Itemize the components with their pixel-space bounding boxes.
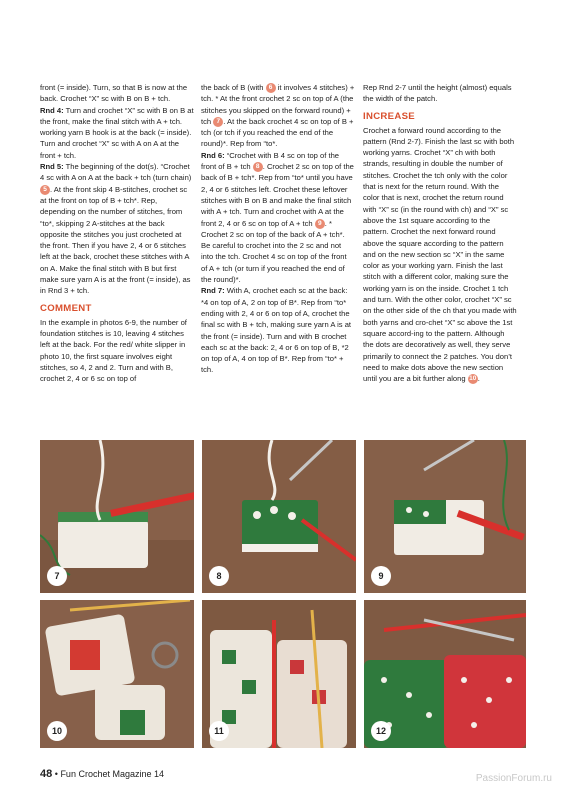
photo-number: 9 (371, 566, 391, 586)
paragraph: In the example in photos 6-9, the number of foundation stitches is 10, leaving 4 stitches left at the back. For the red/ white slipper in photo 10, the first square involves eight stitches, so 4, 2 and 2. Turn and with B, crochet 2, 4 or 6 sc on top of (40, 317, 187, 384)
photo-number: 8 (209, 566, 229, 586)
photo-ref-badge: 10 (469, 375, 477, 383)
photo-number: 7 (47, 566, 67, 586)
round-text: Turn and crochet “X” sc with B on B at the front, make the final stitch with A + tch. working yarn B hook is at the back (= inside). Turn and crochet “X” sc with A on A at the front + tch. (40, 105, 194, 160)
text-column-1 (40, 82, 194, 384)
round-label: Rnd 7: (201, 286, 225, 296)
paragraph (201, 285, 355, 375)
round-text: The beginning of the dot(s). “Crochet 4 sc with A on A at the back + tch (turn chain) (40, 162, 192, 183)
photo-10 (40, 600, 194, 748)
text: Crochet a forward round according to the pattern (Rnd 2-7). Finish the last sc with both working yarns. Crochet “X” ch with both strands, resulting in double the number of stitches. Crochet the tch only with the color that is next for the return round. With the color that is next, crochet the return round with “X” sc (in the round with ch) and “X” sc above the 1st square according to the pattern. Crochet the next forward round above the square according to the pattern and on the new section sc “X” in the same color as your working yarn. Finish the last stitch with a different color, making sure the working yarn is on the inside. Crochet 1 tch and turn. With the other color, crochet “X” sc on the other side of the ch that you made with both yarns and cro-chet “X” sc above the 1st square accord-ing to the pattern. Although the dots are decoratively as well, they serve primarily to connect the 2 patches. You don’t need to make dots above the new section until you are a bit further along (363, 125, 517, 384)
photo-number: 12 (371, 721, 391, 741)
photo-9 (364, 440, 526, 593)
text-column-2 (201, 82, 355, 376)
text: . * Crochet 2 sc on top of the back of A + tch*. Be careful to crochet into the 2 sc and not into the tch. Crochet 4 sc on top of the front of A + tch (or turn if you reached the end of the round)*. (201, 218, 347, 285)
round-label: Rnd 5: (40, 162, 64, 172)
footer-bullet: • (54, 769, 58, 779)
round-text: . At the front skip 4 B-stitches, crochet sc at the front on top of B + tch*. Rep, depending on the number of stitches, from “to*, skipping 2 A-stitches at the back opposite the stitches you just crocheted at the front. Then if you have 2, 4 or 6 stitches left at the back, crochet these stitches with A on A. Make the final stitch with B but first make sure yarn A is at the front (= inside), as in Rnd 3 + tch. (40, 184, 191, 296)
paragraph (40, 105, 194, 161)
photo-ref-badge: 6 (266, 83, 276, 93)
paragraph (201, 150, 355, 286)
photo-ref-badge: 5 (40, 185, 50, 195)
page-number: 48 (40, 768, 53, 780)
text: it involves 4 stitches) + tch. * At the front crochet 2 sc on top of A (the stitches you skipped on the forward round) + tch (201, 83, 355, 126)
text-column-3 (363, 82, 517, 384)
magazine-title: Fun Crochet Magazine 14 (60, 769, 164, 779)
text: “Crochet with B 4 sc on top of the front of B + tch (201, 150, 340, 172)
paragraph (363, 125, 517, 385)
text: With A, crochet each sc at the back: *4 on top of A, 2 on top of B*. Rep from “to* ending with 2, 4 or 6 on top of A, crochet the final sc with B + tch, making sure yarn A is at the front (= inside). Turn and with B crochet each sc at the back: 2, 4 or 6 on top of B, *2 on top of A, 4 on top of B*. Rep from “to* + tch. (201, 286, 352, 375)
photo-12 (364, 600, 526, 748)
text: the back of B (with (201, 83, 266, 92)
photo-ref-badge: 7 (213, 117, 223, 127)
round-label: Rnd 4: (40, 105, 64, 115)
photo-ref-badge: 8 (253, 162, 263, 172)
text: . Crochet 2 sc on top of the back of B + tch*. Rep from “to* until you have 2, 4 or 6 stitches left. Crochet these leftover stitches with B on B and make the final stitch with A + tch. Turn and crochet with A at the front 2, 4 or 6 sc on top of A + tch (201, 162, 354, 228)
paragraph (40, 161, 194, 297)
text: . (477, 374, 480, 384)
photo-ref-badge: 9 (315, 219, 325, 229)
paragraph: Rep Rnd 2-7 until the height (almost) equals the width of the patch. (363, 83, 512, 104)
section-heading-increase: INCREASE (363, 110, 415, 122)
text: . At the back crochet 4 sc on top of B + tch (or tch if you reached the end of the round)*. Rep from “to*. (201, 116, 354, 149)
section-heading-comment: COMMENT (40, 302, 92, 314)
paragraph (201, 82, 355, 150)
photo-7 (40, 440, 194, 593)
photo-11 (202, 600, 356, 748)
photo-8 (202, 440, 356, 593)
watermark: PassionForum.ru (475, 773, 552, 784)
paragraph: front (= inside). Turn, so that B is now at the back. Crochet “X” sc with B on B + tch. (40, 83, 188, 104)
round-label: Rnd 6: (201, 150, 225, 160)
page-footer (40, 768, 164, 780)
photo-number: 11 (209, 721, 229, 741)
photo-number: 10 (47, 721, 67, 741)
